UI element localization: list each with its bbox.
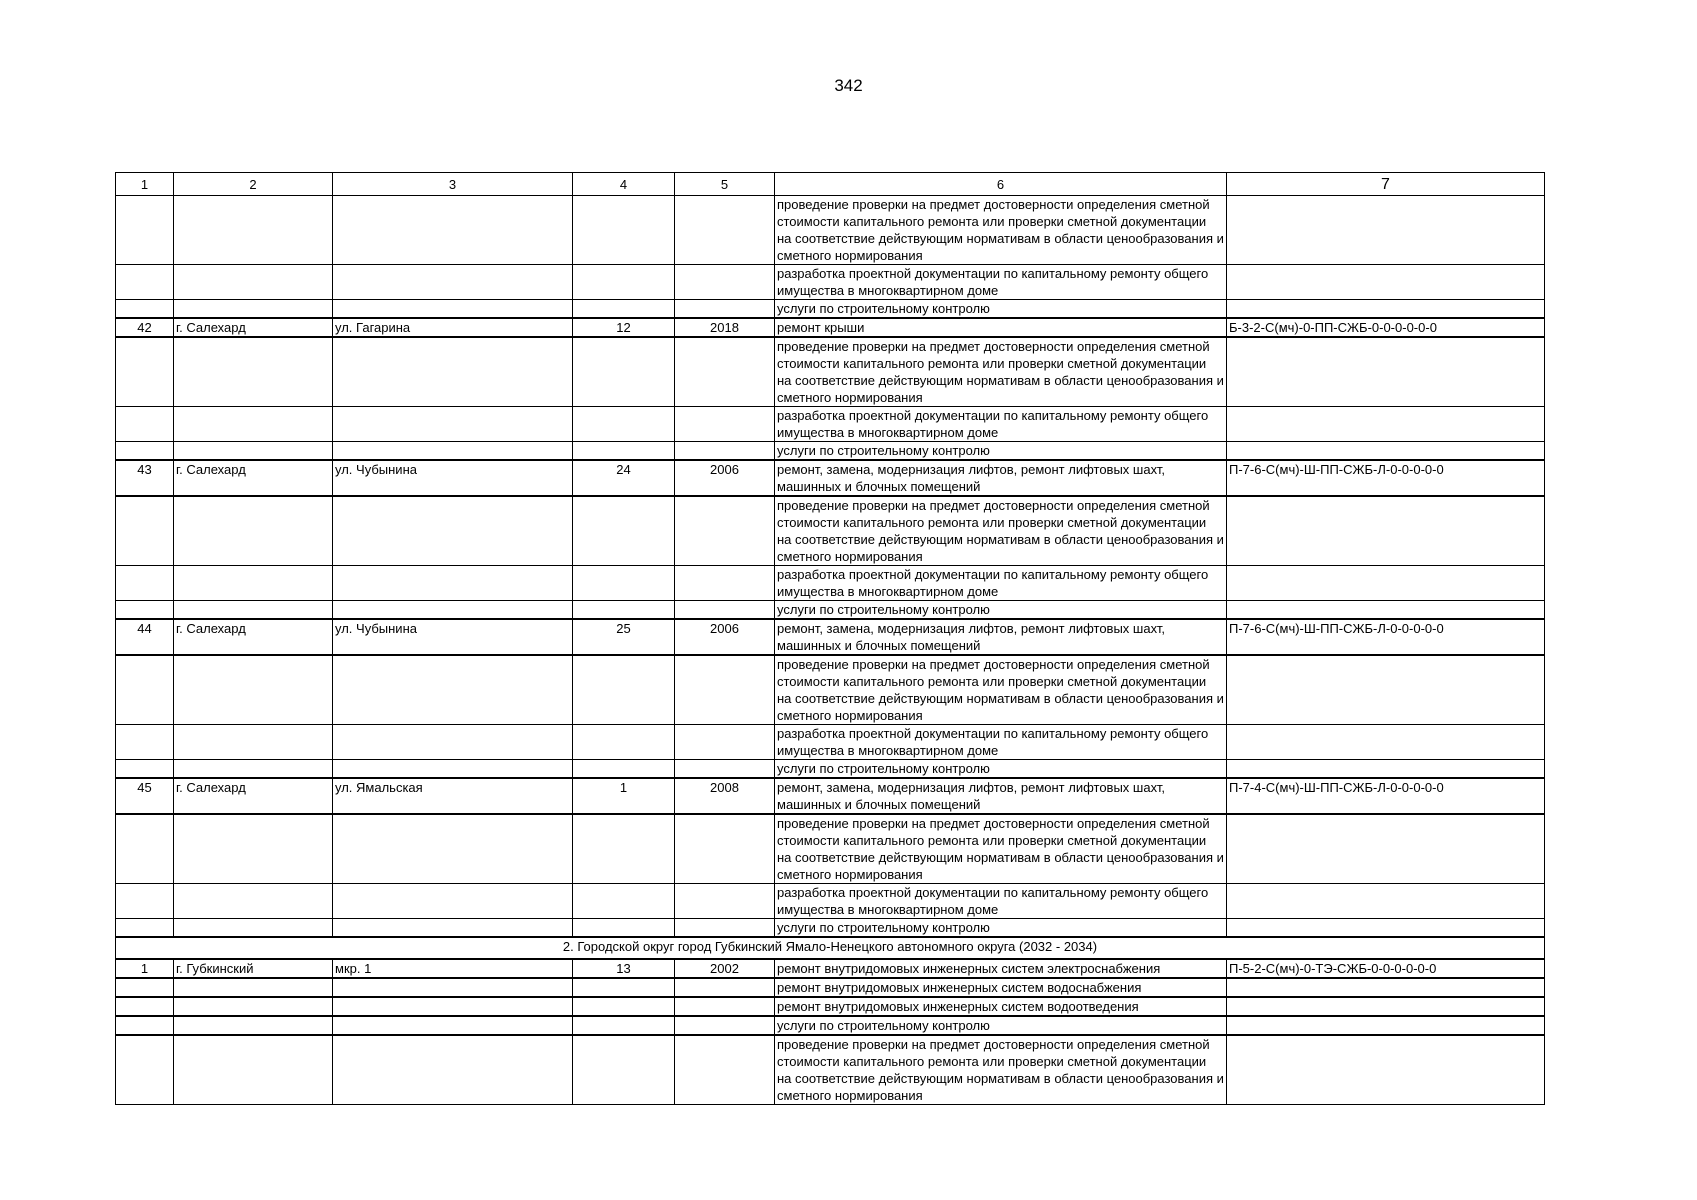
cell-year — [675, 978, 775, 997]
cell-work-type: проведение проверки на предмет достоверности определения сметной стоимости капитального ремонта или проверки сметной документации на соответствие действующим нормативам в области ценообразования и сметного нормирования — [775, 196, 1227, 265]
cell-house-code — [1227, 655, 1545, 725]
cell-house-number — [573, 337, 675, 407]
cell-year — [675, 265, 775, 300]
cell-number — [116, 601, 174, 620]
cell-house-number — [573, 300, 675, 319]
cell-city — [174, 978, 333, 997]
cell-street — [333, 601, 573, 620]
cell-city — [174, 655, 333, 725]
cell-number — [116, 442, 174, 461]
column-header-4: 4 — [573, 173, 675, 196]
cell-year — [675, 442, 775, 461]
cell-work-type: ремонт внутридомовых инженерных систем водоснабжения — [775, 978, 1227, 997]
cell-number — [116, 655, 174, 725]
cell-street — [333, 1016, 573, 1035]
cell-house-number — [573, 601, 675, 620]
cell-city — [174, 265, 333, 300]
section-title: 2. Городской округ город Губкинский Ямало-Ненецкого автономного округа (2032 - 2034) — [116, 937, 1545, 959]
cell-street — [333, 442, 573, 461]
table-row — [116, 778, 1545, 814]
cell-city — [174, 601, 333, 620]
cell-work-type: услуги по строительному контролю — [775, 601, 1227, 620]
cell-work-type: ремонт внутридомовых инженерных систем водоотведения — [775, 997, 1227, 1016]
cell-work-type: разработка проектной документации по капитальному ремонту общего имущества в многоквартирном доме — [775, 884, 1227, 919]
cell-year: 2002 — [675, 959, 775, 978]
column-header-5: 5 — [675, 173, 775, 196]
capital-repair-table — [115, 172, 1545, 1105]
cell-year — [675, 760, 775, 779]
cell-house-code — [1227, 196, 1545, 265]
cell-house-number: 12 — [573, 318, 675, 337]
cell-house-code — [1227, 496, 1545, 566]
table-row — [116, 460, 1545, 496]
table-row — [116, 814, 1545, 884]
cell-work-type: проведение проверки на предмет достоверности определения сметной стоимости капитального ремонта или проверки сметной документации на соответствие действующим нормативам в области ценообразования и сметного нормирования — [775, 337, 1227, 407]
page-number: 342 — [834, 76, 863, 95]
cell-house-number — [573, 760, 675, 779]
cell-city — [174, 407, 333, 442]
cell-house-number — [573, 442, 675, 461]
cell-year: 2018 — [675, 318, 775, 337]
cell-house-number — [573, 265, 675, 300]
table-row — [116, 300, 1545, 319]
cell-city — [174, 496, 333, 566]
cell-street: ул. Гагарина — [333, 318, 573, 337]
column-header-1: 1 — [116, 173, 174, 196]
cell-work-type: ремонт внутридомовых инженерных систем электроснабжения — [775, 959, 1227, 978]
cell-house-number: 1 — [573, 778, 675, 814]
cell-city — [174, 814, 333, 884]
cell-work-type: ремонт, замена, модернизация лифтов, ремонт лифтовых шахт, машинных и блочных помещений — [775, 619, 1227, 655]
cell-work-type: разработка проектной документации по капитальному ремонту общего имущества в многоквартирном доме — [775, 265, 1227, 300]
cell-house-code: П-5-2-С(мч)-0-ТЭ-СЖБ-0-0-0-0-0-0 — [1227, 959, 1545, 978]
cell-year — [675, 884, 775, 919]
cell-street — [333, 814, 573, 884]
table-row — [116, 725, 1545, 760]
section-header-row — [116, 937, 1545, 959]
cell-house-number: 24 — [573, 460, 675, 496]
cell-city — [174, 919, 333, 938]
cell-work-type: услуги по строительному контролю — [775, 442, 1227, 461]
cell-city: г. Салехард — [174, 619, 333, 655]
cell-city — [174, 1035, 333, 1105]
cell-number — [116, 337, 174, 407]
cell-number — [116, 407, 174, 442]
cell-house-number — [573, 496, 675, 566]
table-row — [116, 1035, 1545, 1105]
cell-city — [174, 196, 333, 265]
cell-house-code — [1227, 884, 1545, 919]
cell-house-code: П-7-4-С(мч)-Ш-ПП-СЖБ-Л-0-0-0-0-0 — [1227, 778, 1545, 814]
cell-street — [333, 300, 573, 319]
cell-house-code — [1227, 566, 1545, 601]
table-row — [116, 655, 1545, 725]
cell-work-type: ремонт, замена, модернизация лифтов, ремонт лифтовых шахт, машинных и блочных помещений — [775, 778, 1227, 814]
cell-number — [116, 760, 174, 779]
cell-work-type: разработка проектной документации по капитальному ремонту общего имущества в многоквартирном доме — [775, 725, 1227, 760]
cell-house-code — [1227, 1035, 1545, 1105]
table-row — [116, 407, 1545, 442]
cell-street — [333, 884, 573, 919]
table-row — [116, 196, 1545, 265]
cell-house-number — [573, 814, 675, 884]
cell-year — [675, 496, 775, 566]
cell-work-type: проведение проверки на предмет достоверности определения сметной стоимости капитального ремонта или проверки сметной документации на соответствие действующим нормативам в области ценообразования и сметного нормирования — [775, 496, 1227, 566]
cell-number — [116, 814, 174, 884]
cell-number — [116, 265, 174, 300]
cell-street — [333, 1035, 573, 1105]
cell-house-number — [573, 196, 675, 265]
table-row — [116, 959, 1545, 978]
cell-house-number — [573, 1035, 675, 1105]
cell-year — [675, 814, 775, 884]
cell-street — [333, 196, 573, 265]
cell-year: 2006 — [675, 460, 775, 496]
cell-house-code: П-7-6-С(мч)-Ш-ПП-СЖБ-Л-0-0-0-0-0 — [1227, 619, 1545, 655]
column-header-6: 6 — [775, 173, 1227, 196]
cell-house-number — [573, 997, 675, 1016]
cell-city — [174, 337, 333, 407]
cell-city — [174, 442, 333, 461]
cell-year — [675, 1016, 775, 1035]
cell-work-type: услуги по строительному контролю — [775, 300, 1227, 319]
cell-house-code — [1227, 601, 1545, 620]
cell-city — [174, 997, 333, 1016]
cell-city — [174, 300, 333, 319]
cell-house-code: Б-3-2-С(мч)-0-ПП-СЖБ-0-0-0-0-0-0 — [1227, 318, 1545, 337]
cell-house-number: 25 — [573, 619, 675, 655]
cell-house-code — [1227, 760, 1545, 779]
table-row — [116, 760, 1545, 779]
cell-work-type: проведение проверки на предмет достоверности определения сметной стоимости капитального ремонта или проверки сметной документации на соответствие действующим нормативам в области ценообразования и сметного нормирования — [775, 655, 1227, 725]
cell-work-type: проведение проверки на предмет достоверности определения сметной стоимости капитального ремонта или проверки сметной документации на соответствие действующим нормативам в области ценообразования и сметного нормирования — [775, 1035, 1227, 1105]
cell-house-code — [1227, 978, 1545, 997]
table-body — [116, 196, 1545, 1105]
cell-street: ул. Чубынина — [333, 460, 573, 496]
cell-number — [116, 566, 174, 601]
table-row — [116, 318, 1545, 337]
cell-street — [333, 655, 573, 725]
cell-house-code — [1227, 725, 1545, 760]
cell-number — [116, 725, 174, 760]
cell-street — [333, 919, 573, 938]
cell-year — [675, 337, 775, 407]
cell-city — [174, 566, 333, 601]
cell-year — [675, 655, 775, 725]
cell-house-number — [573, 725, 675, 760]
cell-number — [116, 1035, 174, 1105]
cell-house-number — [573, 566, 675, 601]
cell-number — [116, 978, 174, 997]
cell-number — [116, 496, 174, 566]
cell-street — [333, 407, 573, 442]
cell-work-type: разработка проектной документации по капитальному ремонту общего имущества в многоквартирном доме — [775, 566, 1227, 601]
cell-house-number — [573, 978, 675, 997]
cell-house-number — [573, 1016, 675, 1035]
table-row — [116, 601, 1545, 620]
cell-number: 44 — [116, 619, 174, 655]
cell-street — [333, 337, 573, 407]
column-number-header-row — [116, 173, 1545, 196]
cell-year — [675, 919, 775, 938]
cell-number — [116, 997, 174, 1016]
column-header-7: 7 — [1227, 173, 1545, 196]
cell-house-code — [1227, 265, 1545, 300]
table-row — [116, 619, 1545, 655]
cell-city — [174, 725, 333, 760]
cell-year: 2008 — [675, 778, 775, 814]
cell-house-number — [573, 919, 675, 938]
cell-house-code — [1227, 814, 1545, 884]
table-row — [116, 919, 1545, 938]
cell-street: ул. Чубынина — [333, 619, 573, 655]
cell-city — [174, 760, 333, 779]
cell-number — [116, 919, 174, 938]
cell-year: 2006 — [675, 619, 775, 655]
cell-year — [675, 196, 775, 265]
table-row — [116, 265, 1545, 300]
cell-work-type: услуги по строительному контролю — [775, 760, 1227, 779]
cell-house-number — [573, 407, 675, 442]
cell-number: 43 — [116, 460, 174, 496]
table-row — [116, 978, 1545, 997]
cell-number: 1 — [116, 959, 174, 978]
cell-street — [333, 496, 573, 566]
cell-street — [333, 978, 573, 997]
cell-city — [174, 884, 333, 919]
cell-street: мкр. 1 — [333, 959, 573, 978]
cell-year — [675, 997, 775, 1016]
cell-house-code — [1227, 407, 1545, 442]
cell-house-code: П-7-6-С(мч)-Ш-ПП-СЖБ-Л-0-0-0-0-0 — [1227, 460, 1545, 496]
cell-city: г. Салехард — [174, 460, 333, 496]
cell-work-type: услуги по строительному контролю — [775, 1016, 1227, 1035]
cell-number — [116, 884, 174, 919]
table-row — [116, 884, 1545, 919]
table-row — [116, 1016, 1545, 1035]
cell-number: 45 — [116, 778, 174, 814]
column-header-2: 2 — [174, 173, 333, 196]
column-header-3: 3 — [333, 173, 573, 196]
cell-number — [116, 300, 174, 319]
cell-city: г. Губкинский — [174, 959, 333, 978]
table-row — [116, 566, 1545, 601]
cell-house-code — [1227, 300, 1545, 319]
cell-work-type: проведение проверки на предмет достоверности определения сметной стоимости капитального ремонта или проверки сметной документации на соответствие действующим нормативам в области ценообразования и сметного нормирования — [775, 814, 1227, 884]
cell-work-type: ремонт, замена, модернизация лифтов, ремонт лифтовых шахт, машинных и блочных помещений — [775, 460, 1227, 496]
cell-house-code — [1227, 1016, 1545, 1035]
cell-city: г. Салехард — [174, 318, 333, 337]
cell-year — [675, 566, 775, 601]
cell-city: г. Салехард — [174, 778, 333, 814]
table-row — [116, 496, 1545, 566]
cell-street — [333, 997, 573, 1016]
cell-street — [333, 760, 573, 779]
table-row — [116, 997, 1545, 1016]
cell-work-type: услуги по строительному контролю — [775, 919, 1227, 938]
cell-house-code — [1227, 919, 1545, 938]
cell-number: 42 — [116, 318, 174, 337]
cell-work-type: разработка проектной документации по капитальному ремонту общего имущества в многоквартирном доме — [775, 407, 1227, 442]
cell-number — [116, 1016, 174, 1035]
cell-year — [675, 300, 775, 319]
cell-year — [675, 601, 775, 620]
cell-house-number — [573, 884, 675, 919]
cell-year — [675, 1035, 775, 1105]
table-row — [116, 442, 1545, 461]
cell-house-number: 13 — [573, 959, 675, 978]
cell-year — [675, 725, 775, 760]
cell-street — [333, 265, 573, 300]
cell-house-number — [573, 655, 675, 725]
cell-street: ул. Ямальская — [333, 778, 573, 814]
cell-work-type: ремонт крыши — [775, 318, 1227, 337]
cell-year — [675, 407, 775, 442]
cell-house-code — [1227, 337, 1545, 407]
cell-house-code — [1227, 442, 1545, 461]
cell-number — [116, 196, 174, 265]
cell-city — [174, 1016, 333, 1035]
cell-street — [333, 725, 573, 760]
cell-street — [333, 566, 573, 601]
cell-house-code — [1227, 997, 1545, 1016]
table-row — [116, 337, 1545, 407]
